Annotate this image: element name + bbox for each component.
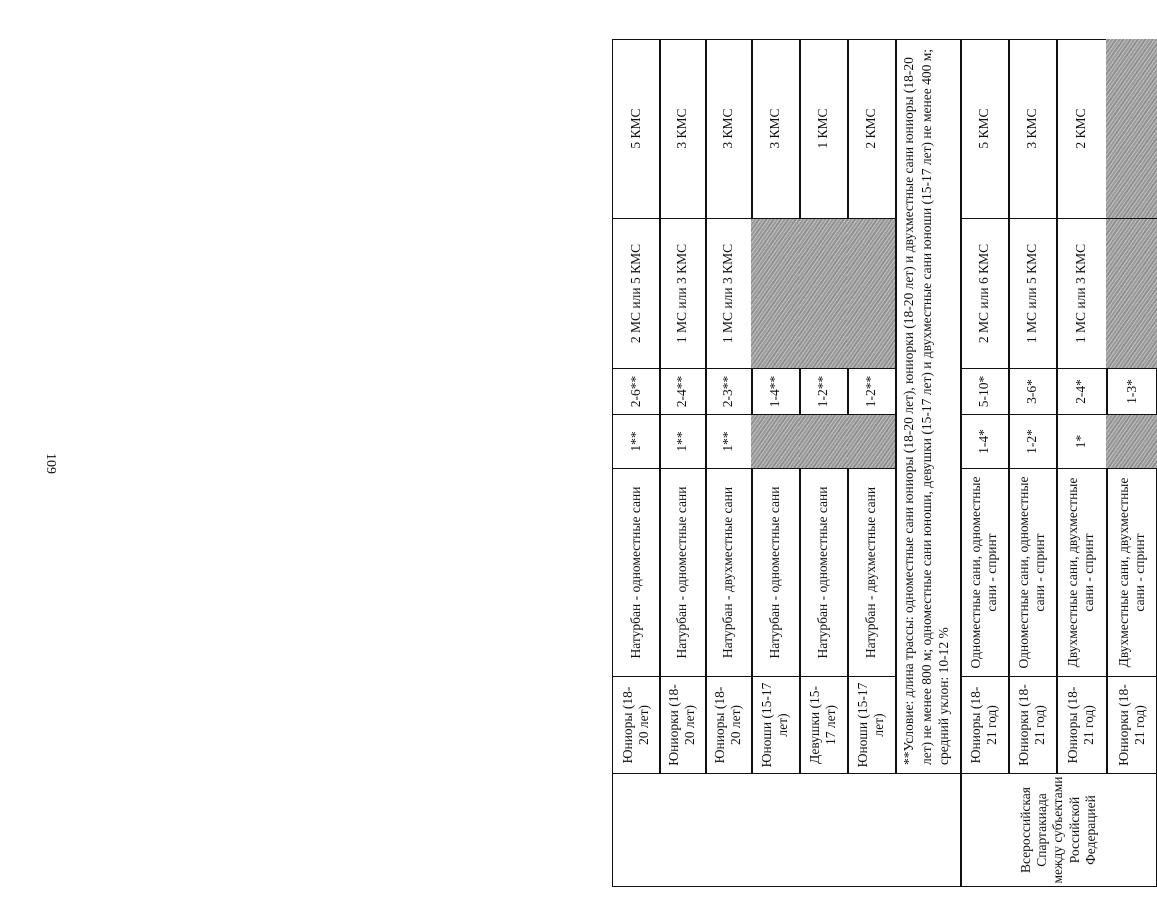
table-row: [1106, 39, 1157, 773]
places-cell: 1**: [612, 415, 659, 469]
age-cell: Юниоры (18-20 лет): [712, 686, 743, 764]
range-cell: 1-2**: [847, 369, 895, 415]
discipline-cell: Натурбан - двухместные сани: [847, 469, 895, 677]
discipline-cell: Двухместные сани, двухместные сани - спринт: [1056, 469, 1106, 677]
range-cell: 2-3**: [705, 369, 751, 415]
age-cell: Юноши (15-17 лет): [759, 682, 790, 768]
discipline-cell: Натурбан - одноместные сани: [659, 469, 705, 677]
standards-table: [67, 39, 1147, 887]
table-row: [612, 39, 659, 773]
norm-cell: 1 МС или 3 КМС: [705, 219, 751, 369]
range-cell: 5-10*: [960, 369, 1008, 415]
table-row: [799, 39, 847, 773]
table-row: [659, 39, 705, 773]
rank-cell: 5 КМС: [960, 39, 1008, 219]
discipline-cell: Одноместные сани, одноместные сани - спринт: [960, 469, 1008, 677]
rank-cell-shaded: [1106, 39, 1157, 219]
range-cell: 2-4*: [1056, 369, 1106, 415]
range-cell: 1-4**: [751, 369, 799, 415]
table-rotated-body: [612, 39, 1157, 887]
condition-note: **Условие: длина трассы: одноместные сани юниоры (18-20 лет), юниорки (18-20 лет) и двухместные сани юниоры (18-20 лет) не менее 800 м; одноместные сани юноши, девушки (15-17 лет) и двухместные сани юноши (15-17 лет) не менее 400 м; средний уклон: 10-12 %: [901, 48, 952, 765]
rank-cell: 3 КМС: [751, 39, 799, 219]
table-row: [847, 39, 895, 773]
norm-cell-shaded: [799, 219, 847, 369]
age-cell: Девушки (15-17 лет): [807, 685, 838, 765]
discipline-cell: Одноместные сани, одноместные сани - спринт: [1008, 469, 1056, 677]
places-cell: 1**: [705, 415, 751, 469]
norm-cell: 2 МС или 6 КМС: [960, 219, 1008, 369]
norm-cell: 1 МС или 3 КМС: [659, 219, 705, 369]
discipline-cell: Натурбан - одноместные сани: [612, 469, 659, 677]
places-cell-shaded: [751, 415, 799, 469]
discipline-cell: Натурбан - одноместные сани: [751, 469, 799, 677]
rank-cell: 1 КМС: [799, 39, 847, 219]
norm-cell-shaded: [1106, 219, 1157, 369]
norm-cell-shaded: [847, 219, 895, 369]
age-cell: Юниоры (18-20 лет): [619, 686, 651, 764]
discipline-cell: Натурбан - двухместные сани: [705, 469, 751, 677]
range-cell: 1-2**: [799, 369, 847, 415]
places-cell: 1-2*: [1008, 415, 1056, 469]
places-cell-shaded: [1106, 415, 1157, 469]
norm-cell-shaded: [751, 219, 799, 369]
rank-cell: 3 КМС: [659, 39, 705, 219]
range-cell: 3-6*: [1008, 369, 1056, 415]
places-cell: 1**: [659, 415, 705, 469]
table-row: [751, 39, 799, 773]
range-cell: 2-6**: [612, 369, 659, 415]
table-row: [705, 39, 751, 773]
norm-cell: 1 МС или 5 КМС: [1008, 219, 1056, 369]
table-row: [1008, 39, 1056, 773]
places-cell-shaded: [847, 415, 895, 469]
table-row: [960, 39, 1008, 773]
range-cell: 2-4**: [659, 369, 705, 415]
age-cell: Юниоры (18-21 год): [968, 686, 999, 764]
places-cell: 1*: [1056, 415, 1106, 469]
age-cell: Юниорки (18-20 лет): [666, 684, 697, 766]
table-row: [1056, 39, 1106, 773]
rank-cell: 2 КМС: [847, 39, 895, 219]
places-cell-shaded: [799, 415, 847, 469]
age-cell: Юниорки (18-21 год): [1115, 684, 1147, 766]
page-number: 109: [43, 453, 58, 474]
event-name-spartakiad: Всероссийская Спартакиада между субъектами Российской Федерацией: [1018, 776, 1098, 884]
age-cell: Юноши (15-17 лет): [855, 682, 886, 768]
norm-cell: 1 МС или 3 КМС: [1056, 219, 1106, 369]
range-cell: 1-3*: [1106, 369, 1157, 415]
discipline-cell: Двухместные сани, двухместные сани - спринт: [1106, 469, 1157, 677]
places-cell: 1-4*: [960, 415, 1008, 469]
rank-cell: 3 КМС: [1008, 39, 1056, 219]
discipline-cell: Натурбан - одноместные сани: [799, 469, 847, 677]
rank-cell: 5 КМС: [612, 39, 659, 219]
norm-cell: 2 МС или 5 КМС: [612, 219, 659, 369]
age-cell: Юниорки (18-21 год): [1016, 684, 1047, 766]
rank-cell: 3 КМС: [705, 39, 751, 219]
rank-cell: 2 КМС: [1056, 39, 1106, 219]
age-cell: Юниоры (18-21 год): [1065, 686, 1096, 764]
